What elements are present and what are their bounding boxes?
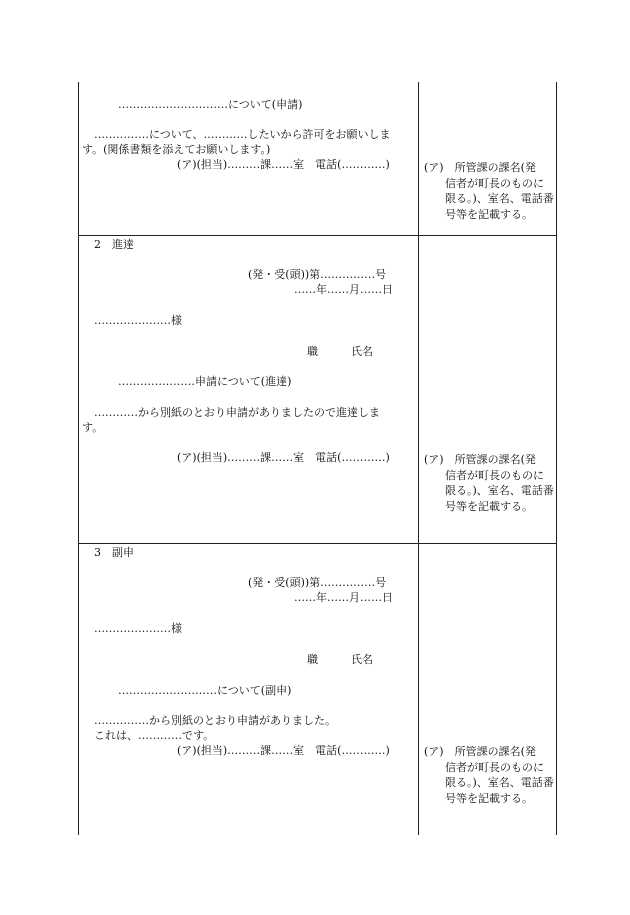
section2-body-line2: す。 [82,421,104,434]
note-head: (ア) 所管課の課名(発 [424,745,536,758]
section3-date: ……年……月……日 [294,591,393,604]
section3-sender: 職 氏名 [307,653,373,666]
section1-subject: …………………………について(申請) [118,98,303,111]
section3-heading: 3 副申 [94,546,134,559]
section3-subject: ………………………について(副申) [118,684,292,697]
row-divider [78,543,557,544]
section1-body-line1: ……………について、…………したいから許可をお願いしま [94,128,391,141]
note-head: (ア) 所管課の課名(発 [424,161,536,174]
table-middle-border [418,82,419,835]
section2-date: ……年……月……日 [294,283,393,296]
section2-body-line1: …………から別紙のとおり申請がありましたので進達しま [94,406,380,419]
note-head: (ア) 所管課の課名(発 [424,453,536,466]
section2-note [424,452,554,514]
section3-body-line2: これは、…………です。 [94,729,215,742]
note-body: 信者が町長のものに限る。)、室名、電話番号等を記載する。 [445,176,554,221]
section2-contact: (ア)(担当)………課……室 電話(…………) [177,451,390,464]
note-body: 信者が町長のものに限る。)、室名、電話番号等を記載する。 [445,468,554,513]
section2-subject: …………………申請について(進達) [118,375,292,388]
section2-addressee: …………………様 [94,314,182,327]
note-body: 信者が町長のものに限る。)、室名、電話番号等を記載する。 [445,760,554,805]
section3-body-line1: ……………から別紙のとおり申請がありました。 [94,714,336,727]
row-divider [78,235,557,236]
section2-sender: 職 氏名 [307,345,373,358]
section3-addressee: …………………様 [94,622,182,635]
section1-note [424,160,554,222]
table-right-border [556,82,557,835]
section2-heading: 2 進達 [94,238,134,251]
section3-doc-number: (発・受(頭))第……………号 [248,576,387,589]
section1-contact: (ア)(担当)………課……室 電話(…………) [177,158,390,171]
table-left-border [78,82,79,835]
section1-body-line2: す。(関係書類を添えてお願いします。) [82,143,271,156]
section3-note [424,744,554,806]
section2-doc-number: (発・受(頭))第……………号 [248,268,387,281]
section3-contact: (ア)(担当)………課……室 電話(…………) [177,744,390,757]
